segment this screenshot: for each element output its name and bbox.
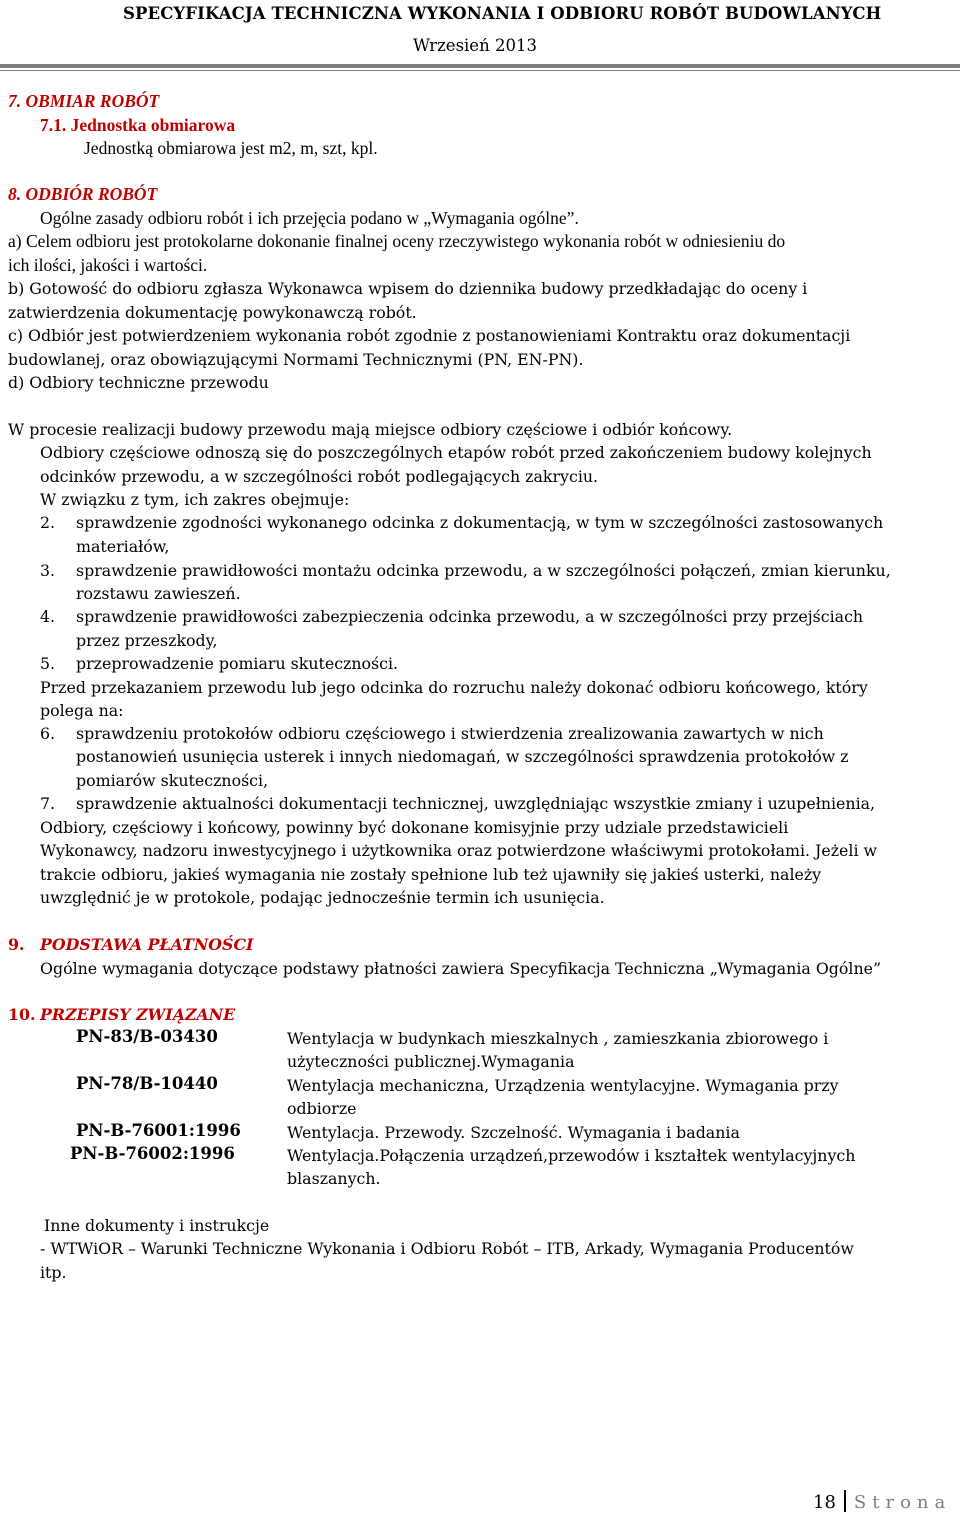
section-8-line: W procesie realizacji budowy przewodu mają miejsce odbiory częściowe i odbiór końcowy. xyxy=(8,420,733,439)
document-date: Wrzesień 2013 xyxy=(413,36,537,55)
list-item-number: 7. xyxy=(40,794,56,813)
page-label: Strona xyxy=(853,1492,952,1513)
standard-description: odbiorze xyxy=(287,1099,357,1118)
list-item-number: 4. xyxy=(40,607,56,626)
other-documents-title: Inne dokumenty i instrukcje xyxy=(44,1216,270,1235)
list-item-number: 5. xyxy=(40,654,56,673)
section-7-heading: 7. OBMIAR ROBÓT xyxy=(8,91,160,111)
list-item: sprawdzenie zgodności wykonanego odcinka z dokumentacją, w tym w szczególności zastosowanych xyxy=(76,513,884,532)
section-8-line: a) Celem odbioru jest protokolarne dokonanie finalnej oceny rzeczywistego wykonania robót w odniesieniu do xyxy=(8,231,786,251)
header-divider xyxy=(0,64,960,68)
section-8-line: b) Gotowość do odbioru zgłasza Wykonawca wpisem do dziennika budowy przedkładając do oceny i xyxy=(8,279,808,298)
list-item: materiałów, xyxy=(76,537,170,556)
list-item: sprawdzeniu protokołów odbioru częściowego i stwierdzenia zrealizowania zawartych w nich xyxy=(76,724,824,743)
section-8-line: zatwierdzenia dokumentację powykonawczą robót. xyxy=(8,303,417,322)
document-title: SPECYFIKACJA TECHNICZNA WYKONANIA I ODBIORU ROBÓT BUDOWLANYCH xyxy=(123,4,882,23)
section-8-line: uwzględnić je w protokole, podając jednocześnie termin ich usunięcia. xyxy=(40,888,605,907)
other-documents-line: itp. xyxy=(40,1263,67,1282)
list-item: sprawdzenie aktualności dokumentacji technicznej, uwzględniając wszystkie zmiany i uzupełnienia, xyxy=(76,794,876,813)
section-7-1-text: Jednostką obmiarowa jest m2, m, szt, kpl. xyxy=(84,138,378,158)
section-8-line: c) Odbiór jest potwierdzeniem wykonania robót zgodnie z postanowieniami Kontraktu oraz dokumentacji xyxy=(8,326,851,345)
standard-description: Wentylacja.Połączenia urządzeń,przewodów i kształtek wentylacyjnych xyxy=(287,1146,856,1165)
section-7-1-heading: 7.1. Jednostka obmiarowa xyxy=(40,115,236,135)
list-item: rozstawu zawieszeń. xyxy=(76,584,241,603)
standard-code: PN-78/B-10440 xyxy=(76,1074,218,1093)
section-8-line: Przed przekazaniem przewodu lub jego odcinka do rozruchu należy dokonać odbioru końcowego, który xyxy=(40,678,868,697)
list-item-number: 6. xyxy=(40,724,56,743)
section-9-text: Ogólne wymagania dotyczące podstawy płatności zawiera Specyfikacja Techniczna „Wymagania Ogólne” xyxy=(40,959,882,978)
list-item: przeprowadzenie pomiaru skuteczności. xyxy=(76,654,399,673)
section-8-line: Odbiory częściowe odnoszą się do poszczególnych etapów robót przed zakończeniem budowy kolejnych xyxy=(40,443,872,462)
list-item: pomiarów skuteczności, xyxy=(76,771,269,790)
list-item: sprawdzenie prawidłowości zabezpieczenia odcinka przewodu, a w szczególności przy przejściach xyxy=(76,607,864,626)
standard-code: PN-83/B-03430 xyxy=(76,1027,218,1046)
section-8-line: Ogólne zasady odbioru robót i ich przejęcia podano w „Wymagania ogólne”. xyxy=(40,208,579,228)
standard-description: Wentylacja. Przewody. Szczelność. Wymagania i badania xyxy=(287,1123,740,1142)
standard-description: użyteczności publicznej.Wymagania xyxy=(287,1052,575,1071)
section-9-number: 9. xyxy=(8,935,25,954)
footer-separator xyxy=(844,1490,846,1512)
list-item: sprawdzenie prawidłowości montażu odcinka przewodu, a w szczególności połączeń, zmian kierunku, xyxy=(76,561,891,580)
list-item: postanowień usunięcia usterek i innych niedomagań, w szczególności sprawdzenia protokołów z xyxy=(76,747,849,766)
standard-description: Wentylacja w budynkach mieszkalnych , zamieszkania zbiorowego i xyxy=(287,1029,829,1048)
section-10-number: 10. xyxy=(8,1005,36,1024)
list-item-number: 2. xyxy=(40,513,56,532)
standard-code: PN-B-76002:1996 xyxy=(70,1144,235,1163)
page-number: 18 xyxy=(813,1492,836,1513)
section-8-line: Odbiory, częściowy i końcowy, powinny być dokonane komisyjnie przy udziale przedstawicieli xyxy=(40,818,789,837)
section-8-line: odcinków przewodu, a w szczególności robót podlegających zakryciu. xyxy=(40,467,599,486)
section-10-heading: PRZEPISY ZWIĄZANE xyxy=(40,1005,236,1024)
section-8-line: trakcie odbioru, jakieś wymagania nie zostały spełnione lub też ujawniły się jakieś usterki, należy xyxy=(40,865,822,884)
standard-code: PN-B-76001:1996 xyxy=(76,1121,241,1140)
section-8-line: W związku z tym, ich zakres obejmuje: xyxy=(40,490,350,509)
header-divider-thin xyxy=(0,70,960,71)
section-8-heading: 8. ODBIÓR ROBÓT xyxy=(8,184,158,204)
list-item: przez przeszkody, xyxy=(76,631,218,650)
section-8-line: budowlanej, oraz obowiązującymi Normami Technicznymi (PN, EN-PN). xyxy=(8,350,584,369)
page-footer xyxy=(813,1490,951,1513)
section-9-heading: PODSTAWA PŁATNOŚCI xyxy=(40,935,254,954)
other-documents-line: - WTWiOR – Warunki Techniczne Wykonania i Odbioru Robót – ITB, Arkady, Wymagania Producentów xyxy=(40,1239,854,1258)
list-item-number: 3. xyxy=(40,561,56,580)
section-8-line: d) Odbiory techniczne przewodu xyxy=(8,373,269,392)
standard-description: Wentylacja mechaniczna, Urządzenia wentylacyjne. Wymagania przy xyxy=(287,1076,839,1095)
section-8-line: ich ilości, jakości i wartości. xyxy=(8,255,208,275)
standard-description: blaszanych. xyxy=(287,1169,381,1188)
section-8-line: Wykonawcy, nadzoru inwestycyjnego i użytkownika oraz potwierdzone właściwymi protokołami. Jeżeli w xyxy=(40,841,878,860)
section-8-line: polega na: xyxy=(40,701,124,720)
